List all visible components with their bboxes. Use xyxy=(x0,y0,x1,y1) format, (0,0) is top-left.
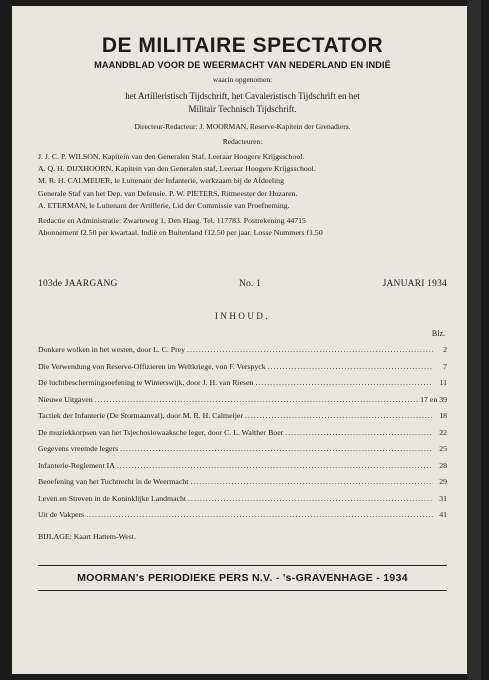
issue-date: JANUARI 1934 xyxy=(382,279,447,290)
toc-page: 17 en 39 xyxy=(420,394,447,404)
incorporating-label: waarin opgenomen: xyxy=(212,75,273,84)
toc-page: 7 xyxy=(443,361,447,371)
toc-leader xyxy=(190,474,433,491)
toc-title: Leven en Streven in de Koninklijke Landmacht xyxy=(38,493,187,503)
toc-page: 2 xyxy=(443,345,447,355)
editors-label: Redacteuren: xyxy=(222,137,263,146)
toc-leader xyxy=(268,359,433,376)
toc-title: Infanterie-Reglement IA xyxy=(38,460,115,470)
editor-line: Generale Staf van het Dep. van Defensie. P. W. PIETERS, Ritmeester der Huzaren. xyxy=(38,188,298,198)
issue-number: No. 1 xyxy=(239,279,262,290)
toc-leader xyxy=(95,392,418,409)
toc-page: 22 xyxy=(439,427,447,437)
toc-title: Uit de Vakpers xyxy=(38,510,85,520)
incorporated-journals xyxy=(38,90,447,116)
toc-row xyxy=(38,491,447,508)
toc-page: 29 xyxy=(439,477,447,487)
journal-cover-page xyxy=(12,6,467,674)
toc-page: 11 xyxy=(439,378,447,388)
toc-leader xyxy=(188,491,433,508)
toc-row xyxy=(38,441,447,458)
publisher-line: MOORMAN's PERIODIEKE PERS N.V. - 's-GRAVENHAGE - 1934 xyxy=(77,571,408,584)
toc-row xyxy=(38,359,447,376)
toc-title: Donkere wolken in het westen, door L. C. Prey xyxy=(38,345,186,355)
toc-title: Tactiek der Infanterie (De Stormaanval), door M. R. H. Calmeijer xyxy=(38,411,243,421)
toc-title: Beoefening van het Tuchtrecht in de Weermacht xyxy=(38,477,189,487)
toc-leader xyxy=(86,507,433,524)
toc-row xyxy=(38,458,447,475)
table-of-contents xyxy=(38,342,447,524)
issue-volume: 103de JAARGANG xyxy=(38,279,118,290)
journal-title: DE MILITAIRE SPECTATOR xyxy=(101,34,384,57)
toc-title: Gegevens vreemde legers xyxy=(38,444,119,454)
toc-row xyxy=(38,507,447,524)
toc-row xyxy=(38,342,447,359)
editor-line: A. Q. H. DIJXHOORN, Kapitein van den Generalen staf, Leeraar Hoogere Krijgsschool. xyxy=(38,164,316,174)
admin-line: Abonnement f2.50 per kwartaal. Indië en Buitenland f12.50 per jaar. Losse Nummers f1.50 xyxy=(38,228,323,238)
divider-line xyxy=(38,565,447,566)
toc-leader xyxy=(187,342,433,359)
toc-row xyxy=(38,408,447,425)
toc-row xyxy=(38,392,447,409)
toc-page: 18 xyxy=(439,411,447,421)
editors-list xyxy=(38,151,447,212)
toc-page: 31 xyxy=(439,493,447,503)
toc-row xyxy=(38,474,447,491)
editor-line: M. R. H. CALMEIJER, le Luitenant der Infanterie, werkzaam bij de Afdeeling xyxy=(38,176,284,186)
contents-heading: INHOUD. xyxy=(214,311,271,322)
toc-leader xyxy=(117,458,433,475)
administration-info xyxy=(38,215,447,239)
toc-title: Die Verwendung von Reserve-Offizieren im Weltkriege, von F. Verspyck xyxy=(38,361,266,371)
journal-subtitle: MAANDBLAD VOOR DE WEERMACHT VAN NEDERLAND EN INDIË xyxy=(94,60,391,70)
toc-row xyxy=(38,425,447,442)
toc-row xyxy=(38,375,447,392)
toc-title: Nieuwe Uitgaven xyxy=(38,394,93,404)
toc-leader xyxy=(120,441,433,458)
book-spine xyxy=(467,0,481,680)
appendix-note: BIJLAGE: Kaart Hattem-West. xyxy=(38,531,136,541)
editor-line: J. J. C. P. WILSON, Kapitein van den Generalen Staf, Leeraar Hoogere Krijgsschool. xyxy=(38,152,305,161)
editor-line: A. ETERMAN, le Luitenant der Artillerie, Lid der Commissie van Proefneming. xyxy=(38,200,290,210)
toc-title: De muziekkorpsen van het Tsjechoslowaaksche leger, door C. L. Walther Boer xyxy=(38,427,284,437)
director-editor: Directeur-Redacteur: J. MOORMAN, Reserve-Kapitein der Grenadiers. xyxy=(134,122,351,131)
divider-line xyxy=(38,590,447,591)
toc-page: 41 xyxy=(439,510,447,520)
incorporated-line-1: het Artilleristisch Tijdschrift, het Cavaleristisch Tijdschrift en het xyxy=(125,91,360,101)
toc-page: 25 xyxy=(439,444,447,454)
admin-line: Redactie en Administratie: Zwarteweg 1, Den Haag. Tel. 117783. Postrekening 44715 xyxy=(38,216,306,226)
toc-leader xyxy=(255,375,433,392)
toc-leader xyxy=(285,425,433,442)
toc-title: De luchtbeschermingsoefening te Winterswijk, door J. H. van Riesen xyxy=(38,378,254,388)
issue-info xyxy=(38,279,447,289)
toc-leader xyxy=(245,408,433,425)
page-column-label: Blz. xyxy=(431,329,445,339)
incorporated-line-2: Militair Technisch Tijdschrift. xyxy=(188,104,297,114)
toc-page: 28 xyxy=(439,460,447,470)
